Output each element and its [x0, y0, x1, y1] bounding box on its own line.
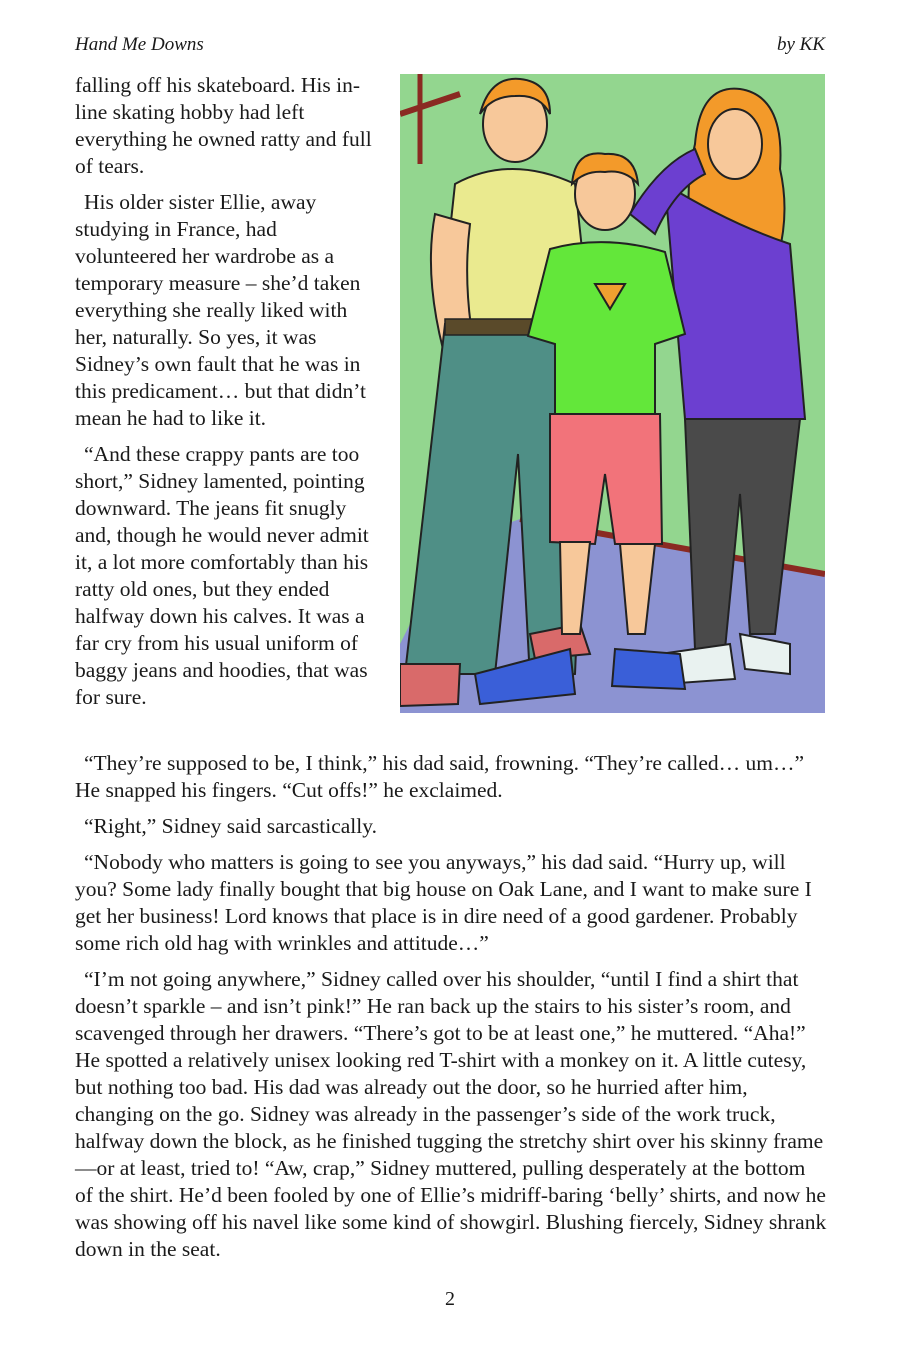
illustration-drawing	[400, 74, 825, 713]
paragraph: “And these crappy pants are too short,” Sidney lamented, pointing downward. The jeans fit snugly and, though he would never admit it, a lot more comfortably than his ratty old ones, but they ended halfway down his calves. It was a far cry from his usual uniform of baggy jeans and hoodies, that was for sure.	[75, 442, 369, 709]
book-title: Hand Me Downs	[75, 34, 204, 55]
full-width-text	[75, 750, 827, 1272]
page-number: 2	[445, 1288, 455, 1310]
left-text-column	[75, 72, 375, 720]
paragraph: “They’re supposed to be, I think,” his dad said, frowning. “They’re called… um…” He snapped his fingers. “Cut offs!” he exclaimed.	[75, 751, 805, 802]
paragraph: “Right,” Sidney said sarcastically.	[84, 814, 377, 838]
paragraph: His older sister Ellie, away studying in France, had volunteered her wardrobe as a temporary measure – she’d taken everything she really liked with her, naturally. So yes, it was Sidney’s own fault that he was in this predicament… but that didn’t mean he had to like it.	[75, 190, 366, 430]
running-header	[75, 34, 825, 58]
author-credit: by KK	[776, 34, 825, 55]
paragraph: “Nobody who matters is going to see you anyways,” his dad said. “Hurry up, will you? Some lady finally bought that big house on Oak Lane, and I want to make sure I get her business! Lord knows that place is in dire need of a good gardener. Probably some rich old hag with wrinkles and attitude…”	[75, 850, 812, 955]
paragraph: “I’m not going anywhere,” Sidney called over his shoulder, “until I find a shirt that doesn’t sparkle – and isn’t pink!” He ran back up the stairs to his sister’s room, and scavenged through her drawers. “There’s got to be at least one,” he muttered. “Aha!” He spotted a relatively unisex looking red T-shirt with a monkey on it. A little cutesy, but nothing too bad. His dad was already out the door, so he hurried after him, changing on the go. Sidney was already in the passenger’s side of the work truck, halfway down the block, as he finished tugging the stretchy shirt over his skinny frame—or at least, tried to! “Aw, crap,” Sidney muttered, pulling desperately at the bottom of the shirt. He’d been fooled by one of Ellie’s midriff-baring ‘belly’ shirts, and now he was showing off his navel like some kind of showgirl. Blushing fiercely, Sidney shrank down in the seat.	[75, 967, 827, 1261]
story-illustration	[400, 74, 825, 713]
paragraph: falling off his skateboard. His in-line skating hobby had left everything he owned ratty and full of tears.	[75, 73, 372, 178]
